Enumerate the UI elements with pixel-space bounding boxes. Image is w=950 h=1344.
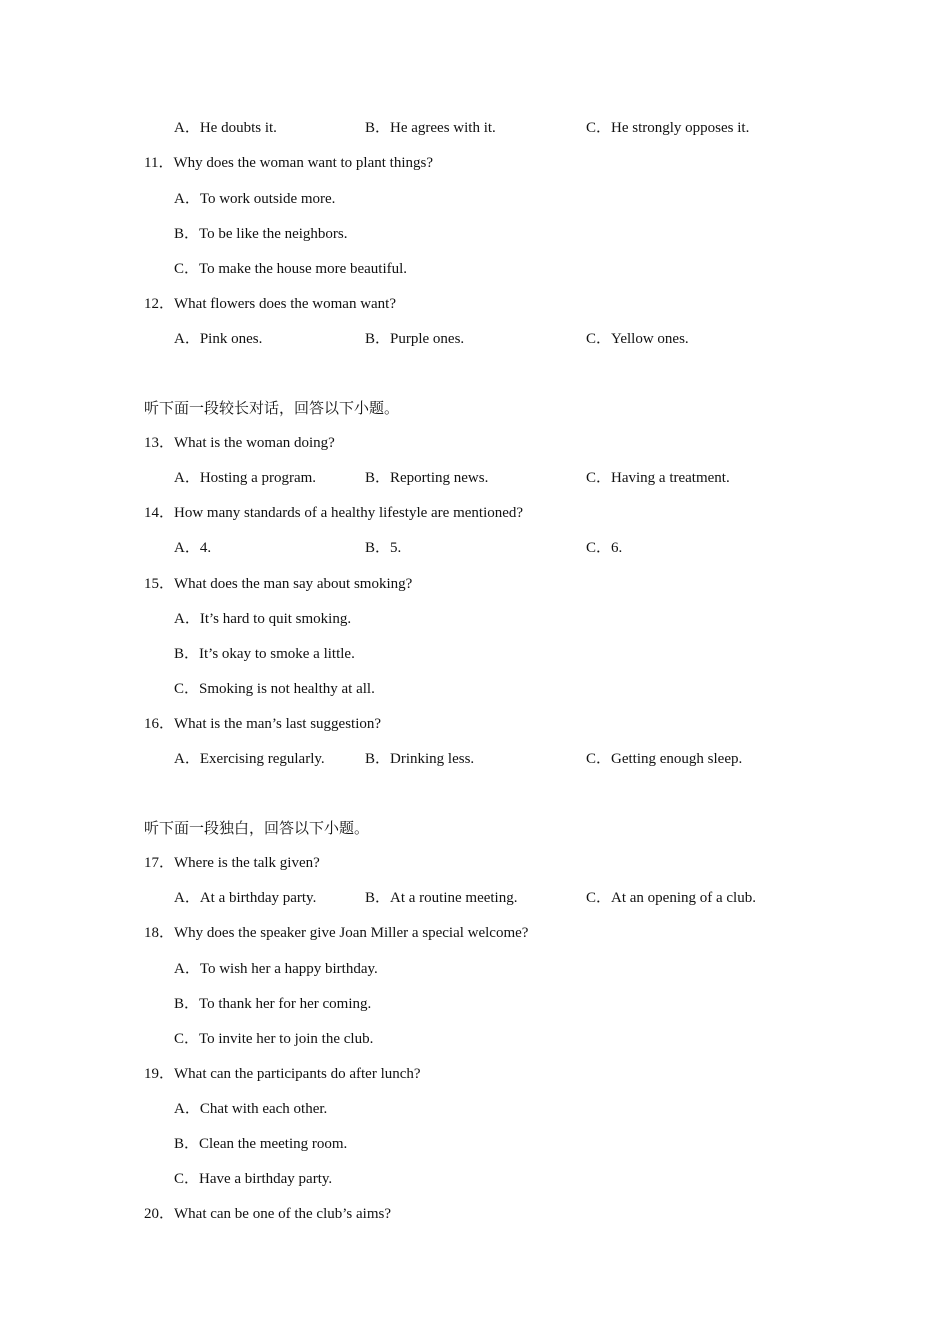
q15-option-c: C．Smoking is not healthy at all. xyxy=(174,681,375,697)
q19-option-a: A．Chat with each other. xyxy=(174,1101,328,1117)
q16-option-c: C．Getting enough sleep. xyxy=(586,751,743,767)
q17-options xyxy=(0,887,950,909)
q17-option-b: B．At a routine meeting. xyxy=(365,890,518,906)
q13-question: 13．What is the woman doing? xyxy=(144,435,335,451)
q14-options xyxy=(0,537,950,559)
q10-option-a: A．He doubts it. xyxy=(174,120,277,136)
q12-option-b: B．Purple ones. xyxy=(365,331,465,347)
q12-options xyxy=(0,328,950,350)
q18-option-a: A．To wish her a happy birthday. xyxy=(174,961,378,977)
q19-question: 19．What can the participants do after lunch? xyxy=(144,1066,421,1082)
q16-option-a: A．Exercising regularly. xyxy=(174,751,325,767)
q17-question: 17．Where is the talk given? xyxy=(144,855,320,871)
q11-option-b: B．To be like the neighbors. xyxy=(174,226,348,242)
section-heading-long-dialogue: 听下面一段较长对话，回答以下小题。 xyxy=(144,401,400,417)
q18-question: 18．Why does the speaker give Joan Miller a special welcome? xyxy=(144,925,529,941)
section-heading-monologue: 听下面一段独白，回答以下小题。 xyxy=(144,821,370,837)
q12-option-c: C．Yellow ones. xyxy=(586,331,689,347)
q10-option-b: B．He agrees with it. xyxy=(365,120,496,136)
q10-option-c: C．He strongly opposes it. xyxy=(586,120,750,136)
q14-option-a: A．4. xyxy=(174,540,212,556)
q13-option-b: B．Reporting news. xyxy=(365,470,489,486)
q16-options xyxy=(0,748,950,770)
q16-question: 16．What is the man’s last suggestion? xyxy=(144,716,382,732)
q13-option-c: C．Having a treatment. xyxy=(586,470,730,486)
q11-question: 11．Why does the woman want to plant things? xyxy=(144,155,433,171)
q16-option-b: B．Drinking less. xyxy=(365,751,475,767)
q18-option-c: C．To invite her to join the club. xyxy=(174,1031,374,1047)
q11-option-a: A．To work outside more. xyxy=(174,191,336,207)
q17-option-a: A．At a birthday party. xyxy=(174,890,317,906)
q20-question: 20．What can be one of the club’s aims? xyxy=(144,1206,392,1222)
q19-option-b: B．Clean the meeting room. xyxy=(174,1136,348,1152)
q10-options xyxy=(0,117,950,139)
q11-option-c: C．To make the house more beautiful. xyxy=(174,261,408,277)
q14-option-c: C．6. xyxy=(586,540,623,556)
q14-question: 14．How many standards of a healthy lifestyle are mentioned? xyxy=(144,505,524,521)
q14-option-b: B．5. xyxy=(365,540,402,556)
q17-option-c: C．At an opening of a club. xyxy=(586,890,756,906)
q13-option-a: A．Hosting a program. xyxy=(174,470,317,486)
q15-option-b: B．It’s okay to smoke a little. xyxy=(174,646,355,662)
q15-question: 15．What does the man say about smoking? xyxy=(144,576,413,592)
q13-options xyxy=(0,467,950,489)
q19-option-c: C．Have a birthday party. xyxy=(174,1171,333,1187)
q12-option-a: A．Pink ones. xyxy=(174,331,263,347)
q15-option-a: A．It’s hard to quit smoking. xyxy=(174,611,352,627)
q18-option-b: B．To thank her for her coming. xyxy=(174,996,372,1012)
q12-question: 12．What flowers does the woman want? xyxy=(144,296,397,312)
